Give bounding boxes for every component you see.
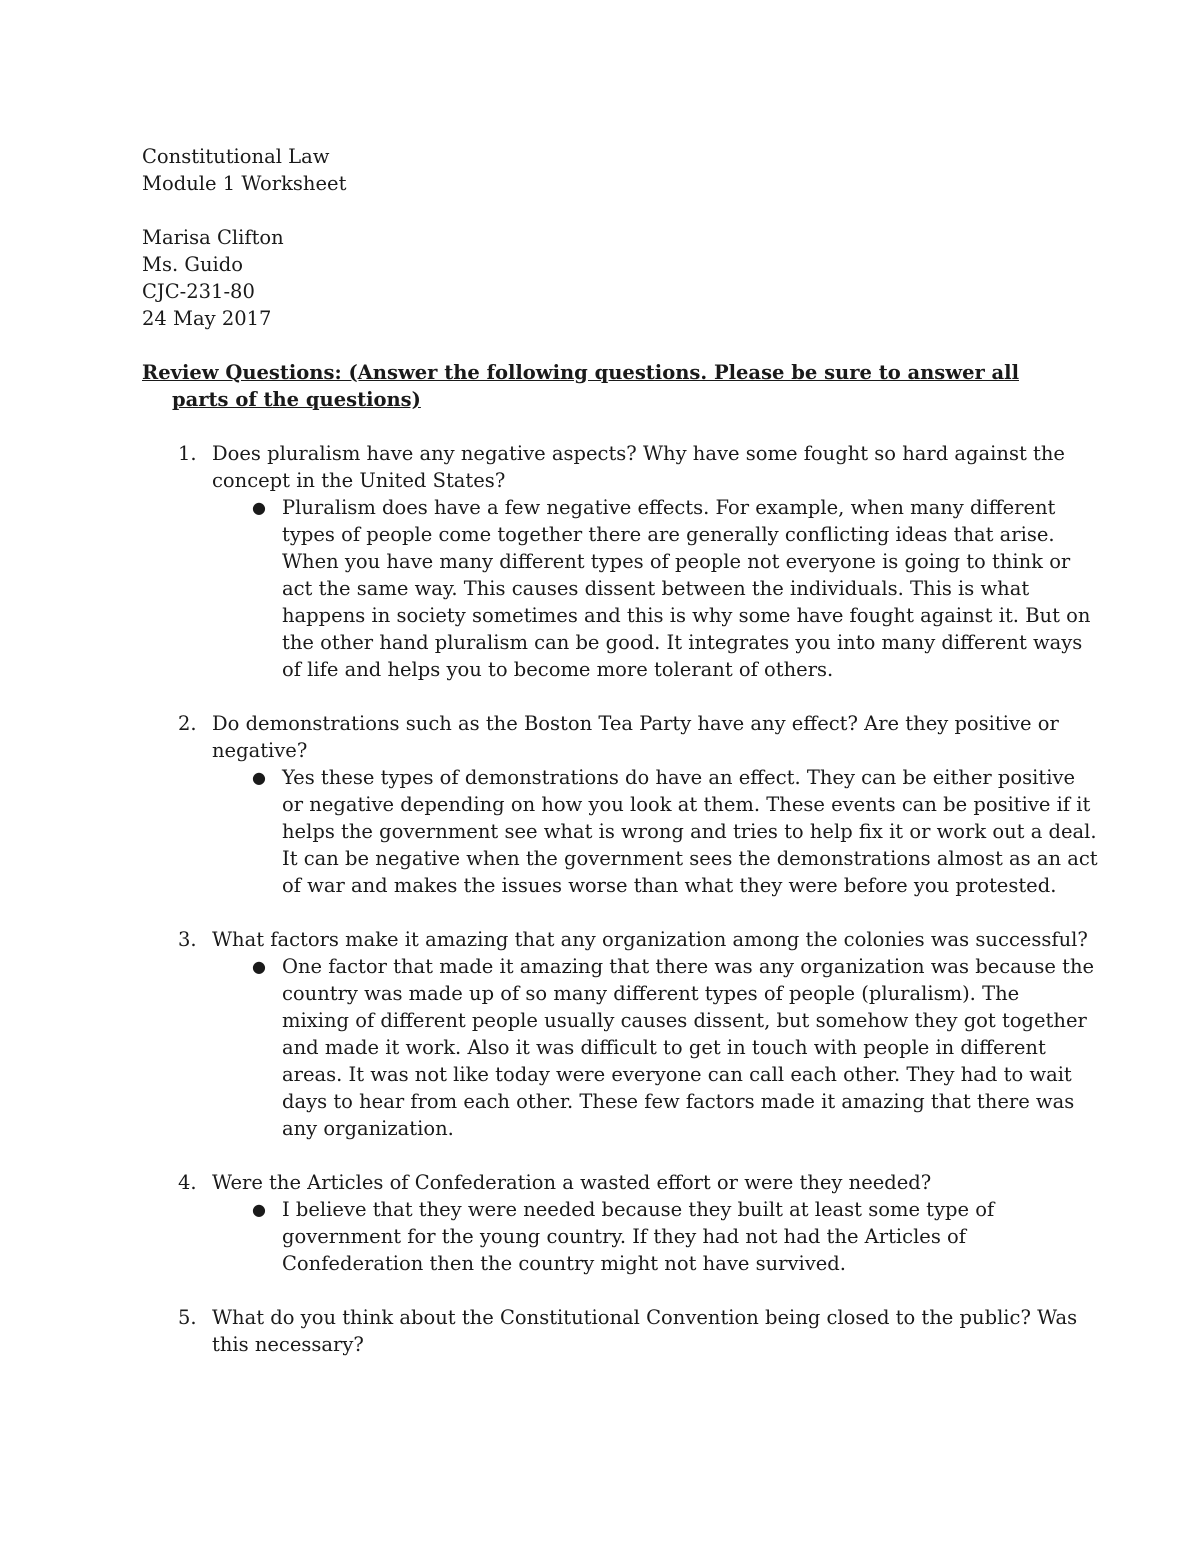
answer-text-line: I believe that they were needed because they built at least some type of <box>282 1198 995 1221</box>
answer-text-line: of war and makes the issues worse than what they were before you protested. <box>282 874 1057 897</box>
question-text-line: negative? <box>212 739 308 762</box>
student-name: Marisa Clifton <box>142 226 284 249</box>
answer-bullet <box>212 494 1091 683</box>
answer-text-line: government for the young country. If they had not had the Articles of <box>282 1225 967 1248</box>
answer-text-line: Pluralism does have a few negative effects. For example, when many different <box>282 496 1056 519</box>
answer-text-line: One factor that made it amazing that there was any organization was because the <box>282 955 1095 978</box>
answer-text-line: days to hear from each other. These few factors made it amazing that there was <box>282 1090 1075 1113</box>
bullet-icon: ● <box>252 1200 266 1219</box>
assignment-title: Module 1 Worksheet <box>142 172 347 195</box>
answer-bullet <box>212 1196 1062 1277</box>
bullet-icon: ● <box>252 957 266 976</box>
question-item <box>142 710 1098 899</box>
answer-text-line: It can be negative when the government sees the demonstrations almost as an act <box>282 847 1098 870</box>
question-text-line: this necessary? <box>212 1333 364 1356</box>
question-text-line: concept in the United States? <box>212 469 506 492</box>
answer-text-line: of life and helps you to become more tolerant of others. <box>282 658 834 681</box>
answer-bullet <box>212 953 1095 1142</box>
bullet-icon: ● <box>252 768 266 787</box>
bullet-icon: ● <box>252 498 266 517</box>
answer-text-line: and made it work. Also it was difficult to get in touch with people in different <box>282 1036 1046 1059</box>
question-text-line: What do you think about the Constitutional Convention being closed to the public? Was <box>212 1306 1078 1329</box>
question-item <box>142 1169 1062 1277</box>
question-number: 5. <box>178 1306 197 1329</box>
question-list <box>142 440 1098 1358</box>
answer-text-line: Yes these types of demonstrations do have an effect. They can be either positive <box>282 766 1076 789</box>
question-number: 2. <box>178 712 197 735</box>
answer-text-line: act the same way. This causes dissent between the individuals. This is what <box>282 577 1030 600</box>
answer-text-line: types of people come together there are generally conflicting ideas that arise. <box>282 523 1055 546</box>
question-text-line: Were the Articles of Confederation a wasted effort or were they needed? <box>212 1171 932 1194</box>
question-text-line: What factors make it amazing that any organization among the colonies was successful? <box>212 928 1088 951</box>
question-item <box>142 440 1091 683</box>
course-section: CJC-231-80 <box>142 280 255 303</box>
answer-text-line: any organization. <box>282 1117 454 1140</box>
answer-text-line: areas. It was not like today were everyone can call each other. They had to wait <box>282 1063 1072 1086</box>
answer-text-line: When you have many different types of people not everyone is going to think or <box>282 550 1071 573</box>
student-info <box>142 224 1062 332</box>
question-item <box>142 1304 1078 1358</box>
answer-text-line: the other hand pluralism can be good. It integrates you into many different ways <box>282 631 1083 654</box>
question-item <box>142 926 1095 1142</box>
answer-text-line: mixing of different people usually causes dissent, but somehow they got together <box>282 1009 1087 1032</box>
instructor-name: Ms. Guido <box>142 253 243 276</box>
question-number: 1. <box>178 442 197 465</box>
answer-text-line: or negative depending on how you look at them. These events can be positive if it <box>282 793 1091 816</box>
question-text-line: Does pluralism have any negative aspects? Why have some fought so hard against the <box>212 442 1065 465</box>
answer-text-line: helps the government see what is wrong and tries to help fix it or work out a deal. <box>282 820 1097 843</box>
answer-bullet <box>212 764 1098 899</box>
course-header <box>142 143 1062 197</box>
document-date: 24 May 2017 <box>142 307 272 330</box>
review-questions-heading: Review Questions: (Answer the following questions. Please be sure to answer all parts of the questions) <box>142 361 1019 411</box>
question-number: 3. <box>178 928 197 951</box>
document-page <box>142 143 1098 1385</box>
course-title: Constitutional Law <box>142 145 330 168</box>
answer-text-line: country was made up of so many different types of people (pluralism). The <box>282 982 1020 1005</box>
question-number: 4. <box>178 1171 197 1194</box>
answer-text-line: happens in society sometimes and this is why some have fought against it. But on <box>282 604 1091 627</box>
question-text-line: Do demonstrations such as the Boston Tea Party have any effect? Are they positive or <box>212 712 1059 735</box>
answer-text-line: Confederation then the country might not have survived. <box>282 1252 846 1275</box>
